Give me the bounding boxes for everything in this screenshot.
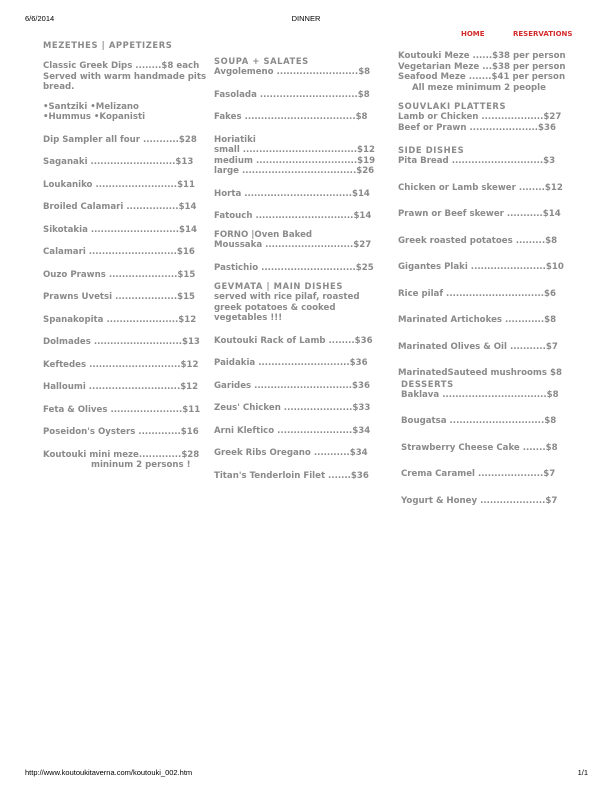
menu-item: Lamb or Chicken ...................$27 <box>398 112 562 122</box>
menu-item: Garides ..............................$36 <box>214 380 371 391</box>
mini-meze-note: mininum 2 persons ! <box>91 460 191 470</box>
menu-item: Strawberry Cheese Cake .......$8 <box>401 442 558 453</box>
print-footer-page: 1/1 <box>577 768 588 777</box>
menu-item: Seafood Meze .......$41 per person <box>398 72 566 82</box>
desserts-heading: DESSERTS <box>401 378 454 389</box>
menu-item: Dolmades ...........................$13 <box>43 337 200 347</box>
meze-note: All meze minimum 2 people <box>412 82 546 93</box>
menu-item: Broiled Calamari ................$14 <box>43 202 197 212</box>
appetizers-column <box>43 40 215 471</box>
soups-heading: SOUPA + SALATES <box>214 56 309 66</box>
menu-item: Crema Caramel ....................$7 <box>401 469 556 479</box>
dips-options-2: •Hummus •Kopanisti <box>43 112 146 122</box>
menu-item: Zeus' Chicken .....................$33 <box>214 403 371 413</box>
souvlaki-heading: SOUVLAKI PLATTERS <box>398 101 507 111</box>
menu-item: Poseidon's Oysters .............$16 <box>43 427 199 437</box>
dips-line-2: Served with warm handmade pits <box>43 71 207 82</box>
menu-item: Prawn or Beef skewer ...........$14 <box>398 209 561 219</box>
menu-item: Yogurt & Honey ....................$7 <box>401 495 558 506</box>
appetizers-heading: MEZETHES | APPETIZERS <box>43 40 173 50</box>
menu-item: Keftedes ............................$12 <box>43 359 199 370</box>
menu-item: Baklava ................................$8 <box>401 389 559 400</box>
menu-item: Avgolemeno .........................$8 <box>214 67 371 77</box>
main-dishes-heading: GEVMATA | MAIN DISHES <box>214 281 343 291</box>
main-dishes-desc: vegetables !!! <box>214 313 283 323</box>
menu-item: Halloumi ............................$12 <box>43 382 199 392</box>
nav-home-link[interactable]: HOME <box>461 30 485 38</box>
menu-item: Paidakia ............................$36 <box>214 358 368 368</box>
menu-item: Pita Bread ............................$3 <box>398 156 556 166</box>
menu-item: Marinated Artichokes ............$8 <box>398 315 557 325</box>
menu-item: Greek Ribs Oregano ...........$34 <box>214 448 368 458</box>
menu-item: Pastichio .............................$25 <box>214 262 374 273</box>
menu-item: Sikotakia ...........................$14 <box>43 224 197 235</box>
nav-reservations-link[interactable]: RESERVATIONS <box>513 30 573 38</box>
forno-heading: FORNO |Oven Baked <box>214 229 313 240</box>
dips-options-1: •Santziki •Melizano <box>43 101 139 112</box>
menu-item: Koutouki Rack of Lamb ........$36 <box>214 335 373 346</box>
menu-item: Fatouch ..............................$14 <box>214 211 372 221</box>
mini-meze-item: Koutouki mini meze.............$28 <box>43 449 200 460</box>
dips-line-1: Classic Greek Dips ........$8 each <box>43 61 200 71</box>
meze-sides-desserts-column <box>398 51 578 506</box>
print-footer-url: http://www.koutoukitaverna.com/koutouki_002.htm <box>25 768 193 777</box>
main-dishes-desc: greek potatoes & cooked <box>214 302 336 313</box>
menu-item: Marinated Olives & Oil ...........$7 <box>398 341 558 352</box>
menu-item: Koutouki Meze ......$38 per person <box>398 51 566 61</box>
menu-item: Dip Sampler all four ...........$28 <box>43 134 197 145</box>
menu-item: Beef or Prawn .....................$36 <box>398 122 556 133</box>
menu-item: Fasolada ..............................$8 <box>214 89 370 100</box>
menu-item: Spanakopita ......................$12 <box>43 314 197 325</box>
menu-item: Feta & Olives ......................$11 <box>43 404 201 415</box>
menu-item: medium ...............................$19 <box>214 155 376 166</box>
side-dishes-heading: SIDE DISHES <box>398 145 465 155</box>
menu-item: Rice pilaf ..............................$6 <box>398 288 556 299</box>
menu-item: Horta .................................$14 <box>214 188 370 199</box>
menu-item: Prawns Uvetsi ...................$15 <box>43 292 196 302</box>
menu-item: MarinatedSauteed mushrooms $8 <box>398 368 562 378</box>
menu-item: Calamari ...........................$16 <box>43 247 195 257</box>
menu-item: large ...................................$26 <box>214 166 375 176</box>
menu-item: Greek roasted potatoes .........$8 <box>398 235 558 246</box>
soups-mains-column <box>214 56 384 481</box>
menu-item: small ...................................$12 <box>214 145 375 155</box>
main-dishes-desc: served with rice pilaf, roasted <box>214 292 360 302</box>
menu-item: Titan's Tenderloin Filet .......$36 <box>214 470 369 481</box>
menu-item: Saganaki ..........................$13 <box>43 157 194 167</box>
menu-item: Moussaka ...........................$27 <box>214 240 372 250</box>
menu-item: Arni Kleftico .......................$34 <box>214 425 371 436</box>
print-title: DINNER <box>291 14 321 23</box>
menu-item: Ouzo Prawns .....................$15 <box>43 269 196 280</box>
horiatiki-title: Horiatiki <box>214 134 256 145</box>
menu-item: Chicken or Lamb skewer ........$12 <box>398 182 563 193</box>
menu-item: Vegetarian Meze ...$38 per person <box>398 61 566 72</box>
menu-item: Gigantes Plaki .......................$10 <box>398 262 564 272</box>
print-date: 6/6/2014 <box>25 14 55 23</box>
menu-item: Bougatsa .............................$8 <box>401 416 557 426</box>
menu-item: Fakes ..................................$8 <box>214 112 368 122</box>
menu-item: Loukaniko .........................$11 <box>43 179 196 190</box>
dips-line-3: bread. <box>43 82 75 92</box>
